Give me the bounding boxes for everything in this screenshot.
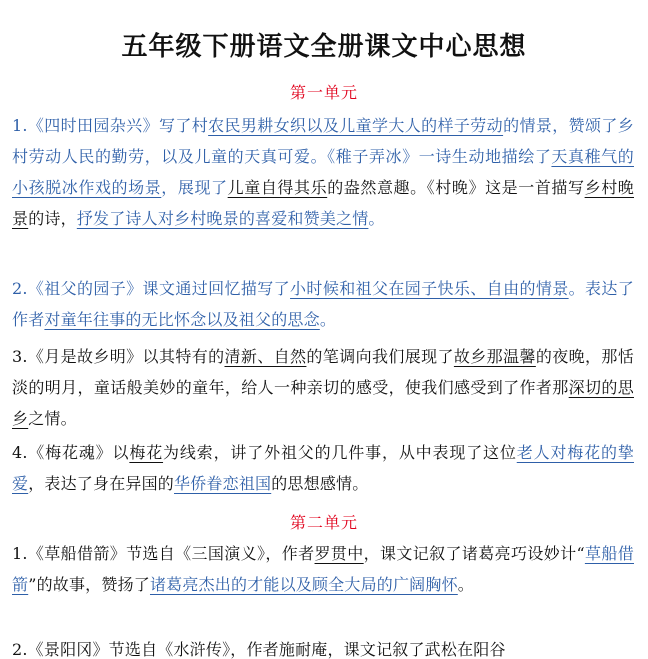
text-run: 深切的思乡 <box>12 378 634 428</box>
text-run: 。表达了作者 <box>12 279 634 329</box>
text-run: ，课文记叙了诸 <box>363 544 479 563</box>
paragraph-1-1 <box>12 110 634 234</box>
text-run: 的情景，赞颂了乡村劳动人民的勤劳，以及儿童的天真可爱。《稚子弄冰》一诗生动地描绘了 <box>12 116 634 166</box>
text-run: 故乡那温馨 <box>453 347 536 366</box>
paragraph-1-4 <box>12 437 634 499</box>
text-run: 的笔调向我们展现了 <box>306 347 454 366</box>
text-run: 。 <box>368 209 385 228</box>
text-run: 的夜晚，那恬淡的明月，童话般美妙的童年，给人一种亲切的感受，使我们感受到了作者那 <box>12 347 634 397</box>
text-run: 1.《四时田园杂兴》写了村 <box>12 116 209 135</box>
text-run: 的思想感情。 <box>271 474 369 493</box>
text-run: 诸葛亮杰出的才能以及顾全大局的广阔胸怀 <box>149 575 458 594</box>
text-run: 乡村晚景 <box>12 178 634 228</box>
text-run: ，展现了 <box>161 178 228 197</box>
text-run: ”的故事，赞扬了 <box>28 575 150 594</box>
document-title: 五年级下册语文全册课文中心思想 <box>121 32 527 62</box>
text-run: 为线索，讲了外祖父的几件事，从中表现了这位 <box>163 443 517 462</box>
text-run: 天真稚气的小孩脱冰作戏的场景 <box>12 147 634 197</box>
text-run: 1.《草船借箭》节选自《三国演义》，作者 <box>12 544 315 563</box>
text-run: 葛亮巧设妙计“ <box>478 544 585 563</box>
text-run: 农民男耕女织以及儿童学大人的样子劳动 <box>208 116 504 135</box>
text-run: 华侨眷恋祖国 <box>174 474 272 493</box>
text-run: 草船借箭 <box>12 544 634 594</box>
unit-heading-2: 第二单元 <box>289 513 358 532</box>
text-run: ，表达了身在异国的 <box>28 474 175 493</box>
paragraph-2-1 <box>12 538 634 600</box>
text-run: 梅花 <box>129 443 164 462</box>
text-run: 罗贯中 <box>314 544 364 563</box>
text-run: 之情。 <box>28 409 77 428</box>
unit-heading-1: 第一单元 <box>289 83 358 102</box>
text-run: 2.《景阳冈》节选自《水浒传》，作者施耐庵，课文记叙了武松在阳谷 <box>12 640 506 659</box>
paragraph-2-2 <box>12 634 634 659</box>
text-run: 小时候和祖父在园子快乐、自由的情景 <box>290 279 569 298</box>
text-run: 儿童自得其乐 <box>227 178 328 197</box>
text-run: 的盎然意趣。《村晚》这是一首描写 <box>327 178 585 197</box>
text-run: 对童年往事的无比怀念以及祖父的思念 <box>44 310 320 329</box>
text-run: 清新、自然 <box>224 347 307 366</box>
text-run: 。 <box>457 575 474 594</box>
text-run: 的诗， <box>28 209 77 228</box>
text-run: 老人对梅花的挚爱 <box>12 443 634 493</box>
text-run: 2.《祖父的园子》课文通过回忆描写了 <box>12 279 291 298</box>
text-run: 4.《梅花魂》以 <box>12 443 130 462</box>
text-run: 3.《月是故乡明》以其特有的 <box>12 347 225 366</box>
paragraph-1-2 <box>12 273 634 335</box>
text-run: 抒发了诗人对乡村晚景的喜爱和赞美之情 <box>76 209 369 228</box>
paragraph-1-3 <box>12 341 634 434</box>
text-run: 。 <box>319 310 337 329</box>
